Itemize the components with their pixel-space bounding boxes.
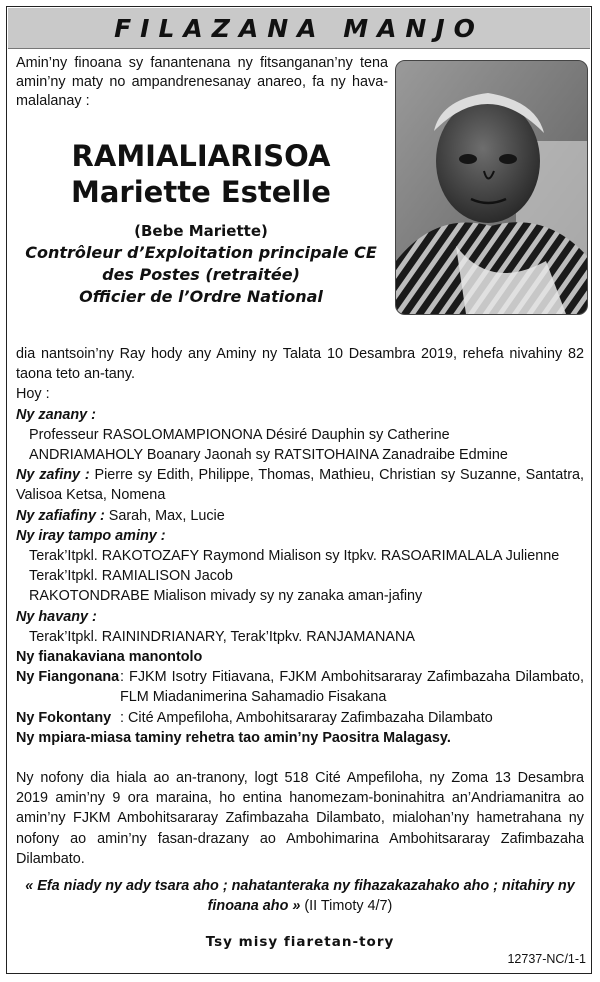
notice-title: FILAZANA MANJO — [114, 13, 484, 43]
notice-body — [16, 344, 584, 869]
bible-quote — [16, 876, 584, 916]
deceased-title-2: des Postes (retraitée) — [102, 265, 300, 284]
deceased-nickname: (Bebe Mariette) — [134, 222, 268, 240]
portrait-photo-icon — [395, 60, 588, 315]
iray-line-3: RAKOTONDRABE Mialison mivady sy ny zanaka aman-jafiny — [29, 588, 423, 605]
zanany-line-2: ANDRIAMAHOLY Boanary Jaonah sy RATSITOHAINA Zanadraibe Edmine — [29, 447, 508, 464]
fiangonana-text: : FJKM Isotry Fitiavana, FJKM Ambohitsararay Zafimbazaha Dilambato, FLM Miadanimerina Sahamadio Fisakana — [120, 669, 584, 706]
deceased-surname: RAMIALIARISOA — [71, 139, 331, 173]
spacer — [16, 748, 584, 768]
intro-text: Amin’ny finoana sy fanantenana ny fitsanganan’ny tena amin’ny maty no ampandrenesanay anareo, fa ny hava-malalanay : — [16, 55, 388, 109]
deceased-block — [12, 138, 390, 308]
quote-reference: (II Timoty 4/7) — [304, 898, 393, 914]
fokontany-row — [16, 708, 584, 728]
fokontany-label: Ny Fokontany — [16, 709, 112, 726]
iray-label: Ny iray tampo aminy : — [16, 527, 166, 544]
zafiny-line — [16, 465, 584, 505]
iray-line-2: Terak’Itpkl. RAMIALISON Jacob — [29, 568, 233, 585]
reference-code: 12737-NC/1-1 — [507, 952, 586, 966]
fiangonana-row — [16, 667, 584, 707]
deceased-title-3: Officier de l’Ordre National — [79, 287, 323, 306]
quote-text: « Efa niady ny ady tsara aho ; nahatanteraka ny fihazakazahako aho ; nitahiry ny finoana aho » — [25, 878, 575, 914]
zafiafiny-line — [16, 506, 584, 526]
funeral-text: Ny nofony dia hiala ao an-tranony, logt 518 Cité Ampefiloha, ny Zoma 13 Desambra 2019 amin’ny 9 ora maraina, ho entina hanomezam-boninahitra an’Andriamanitra ao amin’ny FJKM Ambohitsararay Zafimbazaha Dilambato, mialohan’ny hametrahana ny nofony ao amin’ny fasan-drazany ao Ambohimarina Ambohitsararay Zafimbazaha Dilambato. — [16, 770, 584, 867]
closing-line: Tsy misy fiaretan-tory — [205, 934, 395, 950]
havany-label: Ny havany : — [16, 608, 97, 625]
zanany-line-1: Professeur RASOLOMAMPIONONA Désiré Dauphin sy Catherine — [29, 426, 450, 443]
fianakaviana-line: Ny fianakaviana manontolo — [16, 649, 203, 666]
mpiara-line: Ny mpiara-miasa taminy rehetra tao amin’ny Paositra Malagasy. — [16, 729, 451, 746]
deceased-given-names: Mariette Estelle — [71, 175, 331, 209]
zafiny-text: Pierre sy Edith, Philippe, Thomas, Mathieu, Christian sy Suzanne, Santatra, Valisoa Ketsa, Nomena — [16, 467, 585, 504]
zafiny-label: Ny zafiny : — [16, 467, 90, 484]
death-notice: dia nantsoin’ny Ray hody any Aminy ny Talata 10 Desambra 2019, rehefa nivahiny 82 taona teto an-tany. — [16, 346, 584, 383]
zanany-label: Ny zanany : — [16, 406, 96, 423]
iray-line-1: Terak’Itpkl. RAKOTOZAFY Raymond Mialison sy Itpkv. RASOARIMALALA Julienne — [29, 548, 560, 565]
havany-line-1: Terak’Itpkl. RAININDRIANARY, Terak’Itpkv. RANJAMANANA — [29, 628, 415, 645]
notice-header — [8, 8, 590, 49]
zafiafiny-text: Sarah, Max, Lucie — [108, 507, 225, 524]
hoy-label: Hoy : — [16, 386, 50, 403]
fokontany-text: : Cité Ampefiloha, Ambohitsararay Zafimbazaha Dilambato — [120, 709, 493, 726]
fiangonana-label: Ny Fiangonana — [16, 669, 120, 686]
deceased-title-1: Contrôleur d’Exploitation principale CE — [25, 243, 377, 262]
zafiafiny-label: Ny zafiafiny : — [16, 507, 105, 524]
